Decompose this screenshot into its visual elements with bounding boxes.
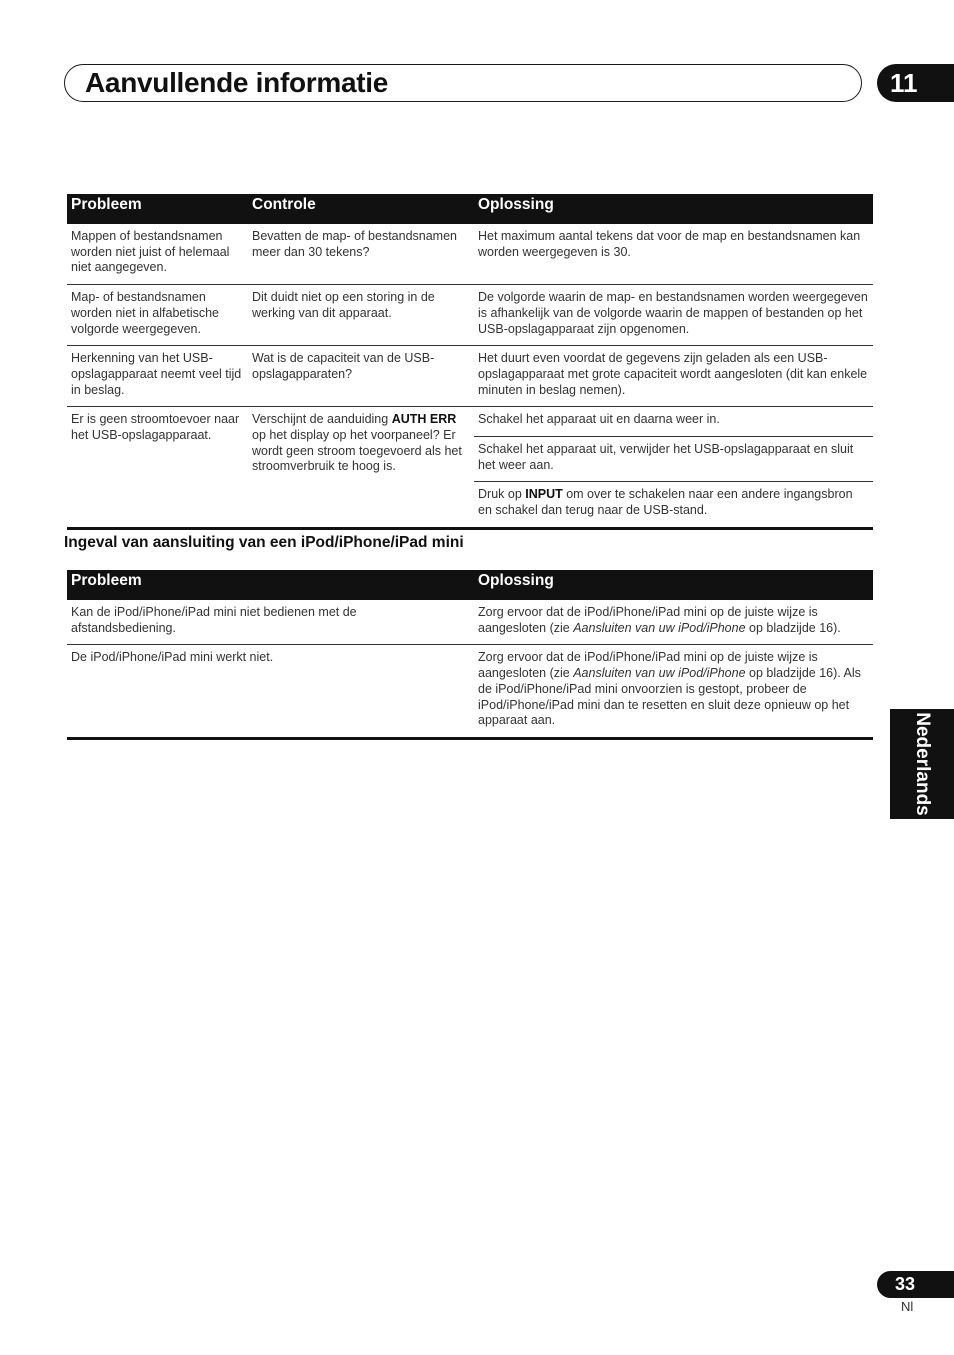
- solution-text-post: om over te schakelen naar een andere ingangsbron en schakel dan terug naar de USB-stand.: [478, 487, 853, 518]
- solution-cell: Schakel het apparaat uit, verwijder het USB-opslagapparaat en sluit het weer aan.: [474, 437, 873, 482]
- section-heading-ipod: Ingeval van aansluiting van een iPod/iPhone/iPad mini: [64, 534, 464, 551]
- solution-cell: [474, 482, 873, 528]
- column-header-problem: Probleem: [67, 194, 248, 224]
- language-code: Nl: [901, 1299, 914, 1314]
- solution-text-pre: Zorg ervoor dat de iPod/iPhone/iPad mini op de juiste wijze is aangesloten (zie: [478, 650, 818, 681]
- check-text-pre: Verschijnt de aanduiding: [252, 412, 392, 427]
- table-row: [67, 645, 873, 739]
- solution-text-pre: Zorg ervoor dat de iPod/iPhone/iPad mini op de juiste wijze is aangesloten (zie: [478, 605, 818, 635]
- solution-cell: [474, 600, 873, 645]
- check-cell: Wat is de capaciteit van de USB-opslagapparaten?: [248, 346, 474, 407]
- check-cell: Dit duidt niet op een storing in de werking van dit apparaat.: [248, 285, 474, 346]
- problem-cell: Map- of bestandsnamen worden niet in alfabetische volgorde weergegeven.: [67, 285, 248, 346]
- solution-text-post: op bladzijde 16). Als de iPod/iPhone/iPad mini onvoorzien is gestopt, probeer de iPod/iPhone/iPad mini dan te resetten en sluit deze opnieuw op het apparaat aan.: [478, 666, 861, 728]
- language-side-tab: [890, 709, 954, 819]
- solution-cell: Het duurt even voordat de gegevens zijn geladen als een USB-opslagapparaat met grote capaciteit wordt aangesloten (dit kan enkele minuten in beslag nemen).: [474, 346, 873, 407]
- check-cell: [248, 407, 474, 529]
- table-header-row: [67, 194, 873, 224]
- solution-text-post: op bladzijde 16).: [745, 620, 841, 635]
- column-header-problem: Probleem: [67, 570, 474, 600]
- check-cell: Bevatten de map- of bestandsnamen meer dan 30 tekens?: [248, 224, 474, 285]
- chapter-header: [64, 64, 862, 102]
- table-header-row: [67, 570, 873, 600]
- problem-cell: De iPod/iPhone/iPad mini werkt niet.: [67, 645, 474, 739]
- table-row: [67, 346, 873, 407]
- solution-cell: [474, 645, 873, 739]
- ipod-troubleshooting-table: [67, 570, 873, 740]
- table-row: [67, 285, 873, 346]
- table-row: [67, 407, 873, 437]
- page-reference: Aansluiten van uw iPod/iPhone: [573, 666, 746, 681]
- solution-cell: Schakel het apparaat uit en daarna weer in.: [474, 407, 873, 437]
- page-title: Aanvullende informatie: [85, 67, 389, 98]
- usb-troubleshooting-table: [67, 194, 873, 530]
- problem-cell: Mappen of bestandsnamen worden niet juist of helemaal niet aangegeven.: [67, 224, 248, 285]
- chapter-number: 11: [877, 64, 954, 102]
- language-label: Nederlands: [912, 712, 933, 816]
- page-number: 33: [877, 1271, 954, 1298]
- column-header-solution: Oplossing: [474, 194, 873, 224]
- problem-cell: Herkenning van het USB-opslagapparaat neemt veel tijd in beslag.: [67, 346, 248, 407]
- table-row: [67, 224, 873, 285]
- column-header-solution: Oplossing: [474, 570, 873, 600]
- input-keyword: INPUT: [525, 487, 563, 502]
- problem-cell: Er is geen stroomtoevoer naar het USB-opslagapparaat.: [67, 407, 248, 529]
- check-text-post: op het display op het voorpaneel? Er wordt geen stroom toegevoerd als het stroomverbruik te hoog is.: [252, 428, 462, 474]
- solution-text-pre: Druk op: [478, 487, 526, 502]
- auth-err-keyword: AUTH ERR: [391, 412, 457, 427]
- page-reference: Aansluiten van uw iPod/iPhone: [573, 620, 746, 635]
- solution-cell: Het maximum aantal tekens dat voor de map en bestandsnamen kan worden weergegeven is 30.: [474, 224, 873, 285]
- column-header-check: Controle: [248, 194, 474, 224]
- solution-cell: De volgorde waarin de map- en bestandsnamen worden weergegeven is afhankelijk van de volgorde waarin de mappen of bestanden op het USB-opslagapparaat zijn opgenomen.: [474, 285, 873, 346]
- problem-cell: Kan de iPod/iPhone/iPad mini niet bedienen met de afstandsbediening.: [67, 600, 474, 645]
- table-row: [67, 600, 873, 645]
